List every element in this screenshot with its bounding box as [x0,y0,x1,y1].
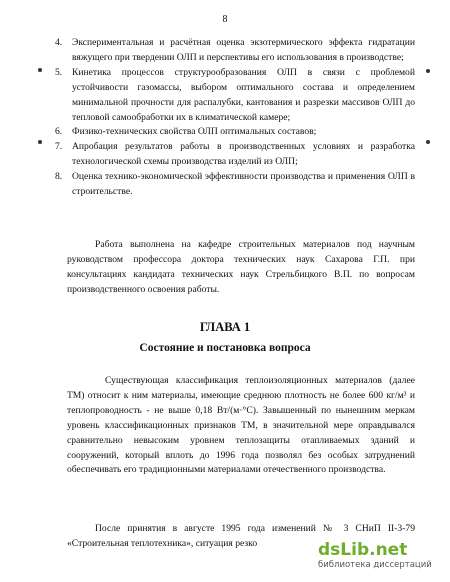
list-item-text: Экспериментальная и расчётная оценка экзотермического эффекта гидратации вяжущего при твердении ОЛП и перспективы его использования в производстве; [72,37,415,63]
list-item-text: Оценка технико-экономической эффективности производства и применения ОЛП в строительстве. [72,171,415,198]
watermark-logo: dsLib.net [318,540,408,560]
margin-mark [426,69,430,73]
list-item-text: Физико-технических свойства ОЛП оптимальных составов; [72,126,317,138]
watermark [318,538,436,572]
chapter-label: ГЛАВА 1 [199,320,251,334]
margin-mark [38,140,42,144]
list-item [55,125,415,140]
list-item [55,66,415,126]
list-item-text: Кинетика процессов структурообразования ОЛП в связи с проблемой устойчивости газомассы, выбором оптимального состава и определением минимальной прочности для распалубки, кантования и разрезки массивов ОЛП до тепловой самообработки их в климатической камере; [72,66,415,123]
body-paragraph: После принятия в августе 1995 года изменений № 3 СНиП II-3-79 «Строительная теплотехника», ситуация резко [67,523,415,549]
margin-mark [38,68,42,72]
objectives-list [55,36,415,200]
list-item-number: 5. [55,66,63,78]
list-item-number: 6. [55,126,63,138]
margin-mark [426,140,430,144]
list-item-number: 7. [55,141,63,153]
list-item [55,170,415,200]
chapter-title: Состояние и постановка вопроса [139,342,311,354]
page-number: 8 [222,14,228,25]
list-item [55,36,415,66]
list-item-text: Апробация результатов работы в производственных условиях и разработка технологической схемы производства изделий из ОЛП; [72,141,415,168]
watermark-subtitle: библиотека диссертаций [318,560,432,570]
list-item-number: 4. [55,37,63,48]
list-item [55,140,415,170]
body-paragraph: Существующая классификация теплоизоляционных материалов (далее ТМ) относит к ним материалы, имеющие среднюю плотность не более 600 кг/м³ и теплопроводность - не выше 0,18 Вт/(м·°С). Завышенный по нынешним меркам уровень классификационных признаков ТМ, в значительной мере оправдывался сравнительно невысоким уровнем теплозащиты отапливаемых зданий и сооружений, который вплоть до 1996 года позволял без особых затруднений обеспечивать его традиционными материалами отечественного производства. [67,375,415,476]
acknowledgement-paragraph: Работа выполнена на кафедре строительных материалов под научным руководством профессора доктора технических наук Сахарова Г.П. при консультациях кандидата технических наук Стрельбицкого В.П. по вопросам производственного освоения работы. [67,239,415,295]
list-item-number: 8. [55,171,63,183]
